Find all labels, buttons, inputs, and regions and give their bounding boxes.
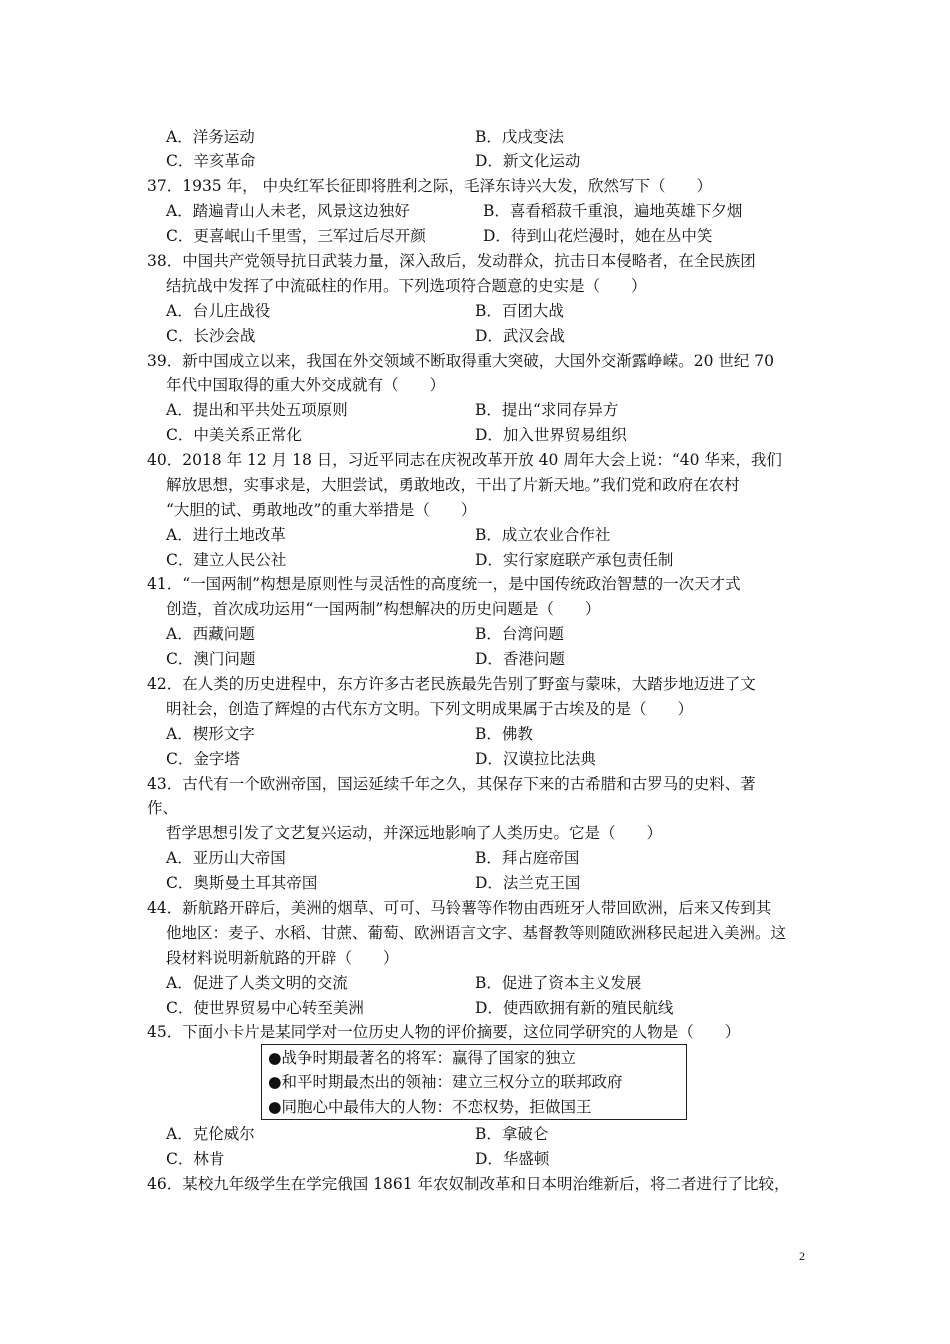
option-c: C．林肯 [166, 1150, 225, 1168]
option-c: C．长沙会战 [166, 327, 256, 345]
question-stem: 他地区：麦子、水稻、甘蔗、葡萄、欧洲语言文字、基督教等则随欧洲移民起进入美洲。这 [166, 924, 787, 942]
option-b: B．拿破仑 [475, 1125, 549, 1143]
option-c: C．更喜岷山千里雪，三军过后尽开颜 [166, 227, 426, 245]
question-stem: 44．新航路开辟后，美洲的烟草、可可、马铃薯等作物由西班牙人带回欧洲，后来又传到其 [147, 899, 772, 917]
option-b: B．成立农业合作社 [475, 526, 611, 544]
option-d: D．加入世界贸易组织 [475, 426, 627, 444]
option-c: C．建立人民公社 [166, 551, 287, 569]
option-d: D．汉谟拉比法典 [475, 750, 596, 768]
question-stem: 37．1935 年， 中央红军长征即将胜利之际，毛泽东诗兴大发，欣然写下（ ） [147, 177, 713, 195]
option-a: A．亚历山大帝国 [166, 849, 286, 867]
option-a: A．踏遍青山人未老，风景这边独好 [166, 202, 410, 220]
question-stem: 解放思想，实事求是，大胆尝试，勇敢地改，干出了片新天地。”我们党和政府在农村 [166, 476, 740, 494]
option-c: C．金字塔 [166, 750, 240, 768]
question-stem: 结抗战中发挥了中流砥柱的作用。下列选项符合题意的史实是（ ） [166, 277, 647, 295]
question-stem: 43．古代有一个欧洲帝国，国运延续千年之久，其保存下来的古希腊和古罗马的史料、著 [147, 775, 756, 793]
option-d: D．武汉会战 [475, 327, 565, 345]
option-a: A．进行土地改革 [166, 526, 286, 544]
option-b: B．促进了资本主义发展 [475, 974, 642, 992]
question-stem: 年代中国取得的重大外交成就有（ ） [166, 376, 446, 394]
card-line: ●战争时期最著名的将军：赢得了国家的独立 [268, 1049, 577, 1067]
card-line: ●和平时期最杰出的领袖：建立三权分立的联邦政府 [268, 1073, 623, 1091]
option-c: C．奥斯曼土耳其帝国 [166, 874, 318, 892]
option-d: D．华盛顿 [475, 1150, 550, 1168]
option-b: B．佛教 [475, 725, 533, 743]
option-a: A．促进了人类文明的交流 [166, 974, 348, 992]
option-b: B．提出“求同存异方 [475, 401, 619, 419]
question-stem: 40．2018 年 12 月 18 日，习近平同志在庆祝改革开放 40 周年大会上说：“40 华来，我们 [147, 451, 782, 469]
option-b: B．戊戌变法 [475, 128, 564, 146]
question-stem: 46．某校九年级学生在学完俄国 1861 年农奴制改革和日本明治维新后，将二者进行了比较， [147, 1175, 790, 1193]
option-b: B．拜占庭帝国 [475, 849, 580, 867]
option-d: D．新文化运动 [475, 152, 581, 170]
option-d: D．待到山花烂漫时，她在丛中笑 [483, 227, 713, 245]
option-a: A．洋务运动 [166, 128, 255, 146]
question-stem: 哲学思想引发了文艺复兴运动，并深远地影响了人类历史。它是（ ） [166, 824, 663, 842]
option-b: B．百团大战 [475, 302, 564, 320]
question-stem: 段材料说明新航路的开辟（ ） [166, 949, 399, 967]
question-stem: 明社会，创造了辉煌的古代东方文明。下列文明成果属于古埃及的是（ ） [166, 700, 694, 718]
question-stem: 创造，首次成功运用“一国两制”构想解决的历史问题是（ ） [166, 600, 601, 618]
option-a: A．克伦威尔 [166, 1125, 255, 1143]
question-stem: 41．“一国两制”构想是原则性与灵活性的高度统一，是中国传统政治智慧的一次天才式 [147, 575, 741, 593]
question-stem: “大胆的试、勇敢地改”的重大举措是（ ） [166, 501, 477, 519]
option-d: D．法兰克王国 [475, 874, 581, 892]
question-stem: 42．在人类的历史进程中，东方许多古老民族最先告别了野蛮与蒙味，大踏步地迈进了文 [147, 675, 756, 693]
option-a: A．提出和平共处五项原则 [166, 401, 348, 419]
option-d: D．实行家庭联产承包责任制 [475, 551, 674, 569]
option-c: C．中美关系正常化 [166, 426, 302, 444]
option-b: B．台湾问题 [475, 625, 564, 643]
option-c: C．辛亥革命 [166, 152, 256, 170]
option-d: D．使西欧拥有新的殖民航线 [475, 999, 674, 1017]
option-c: C．使世界贸易中心转至美洲 [166, 999, 364, 1017]
option-c: C．澳门问题 [166, 650, 256, 668]
option-a: A．台儿庄战役 [166, 302, 271, 320]
question-stem: 45．下面小卡片是某同学对一位历史人物的评价摘要，这位同学研究的人物是（ ） [147, 1023, 741, 1041]
question-stem: 39．新中国成立以来，我国在外交领域不断取得重大突破，大国外交渐露峥嵘。20 世纪 70 [147, 352, 775, 370]
question-stem: 38．中国共产党领导抗日武装力量，深入敌后，发动群众，抗击日本侵略者，在全民族团 [147, 252, 756, 270]
page-number: 2 [799, 1249, 805, 1263]
question-stem: 作、 [147, 799, 179, 817]
card-line: ●同胞心中最伟大的人物：不恋权势，拒做国王 [268, 1098, 592, 1116]
option-a: A．楔形文字 [166, 725, 255, 743]
option-b: B．喜看稻菽千重浪，遍地英雄下夕烟 [483, 202, 743, 220]
option-d: D．香港问题 [475, 650, 565, 668]
option-a: A．西藏问题 [166, 625, 255, 643]
